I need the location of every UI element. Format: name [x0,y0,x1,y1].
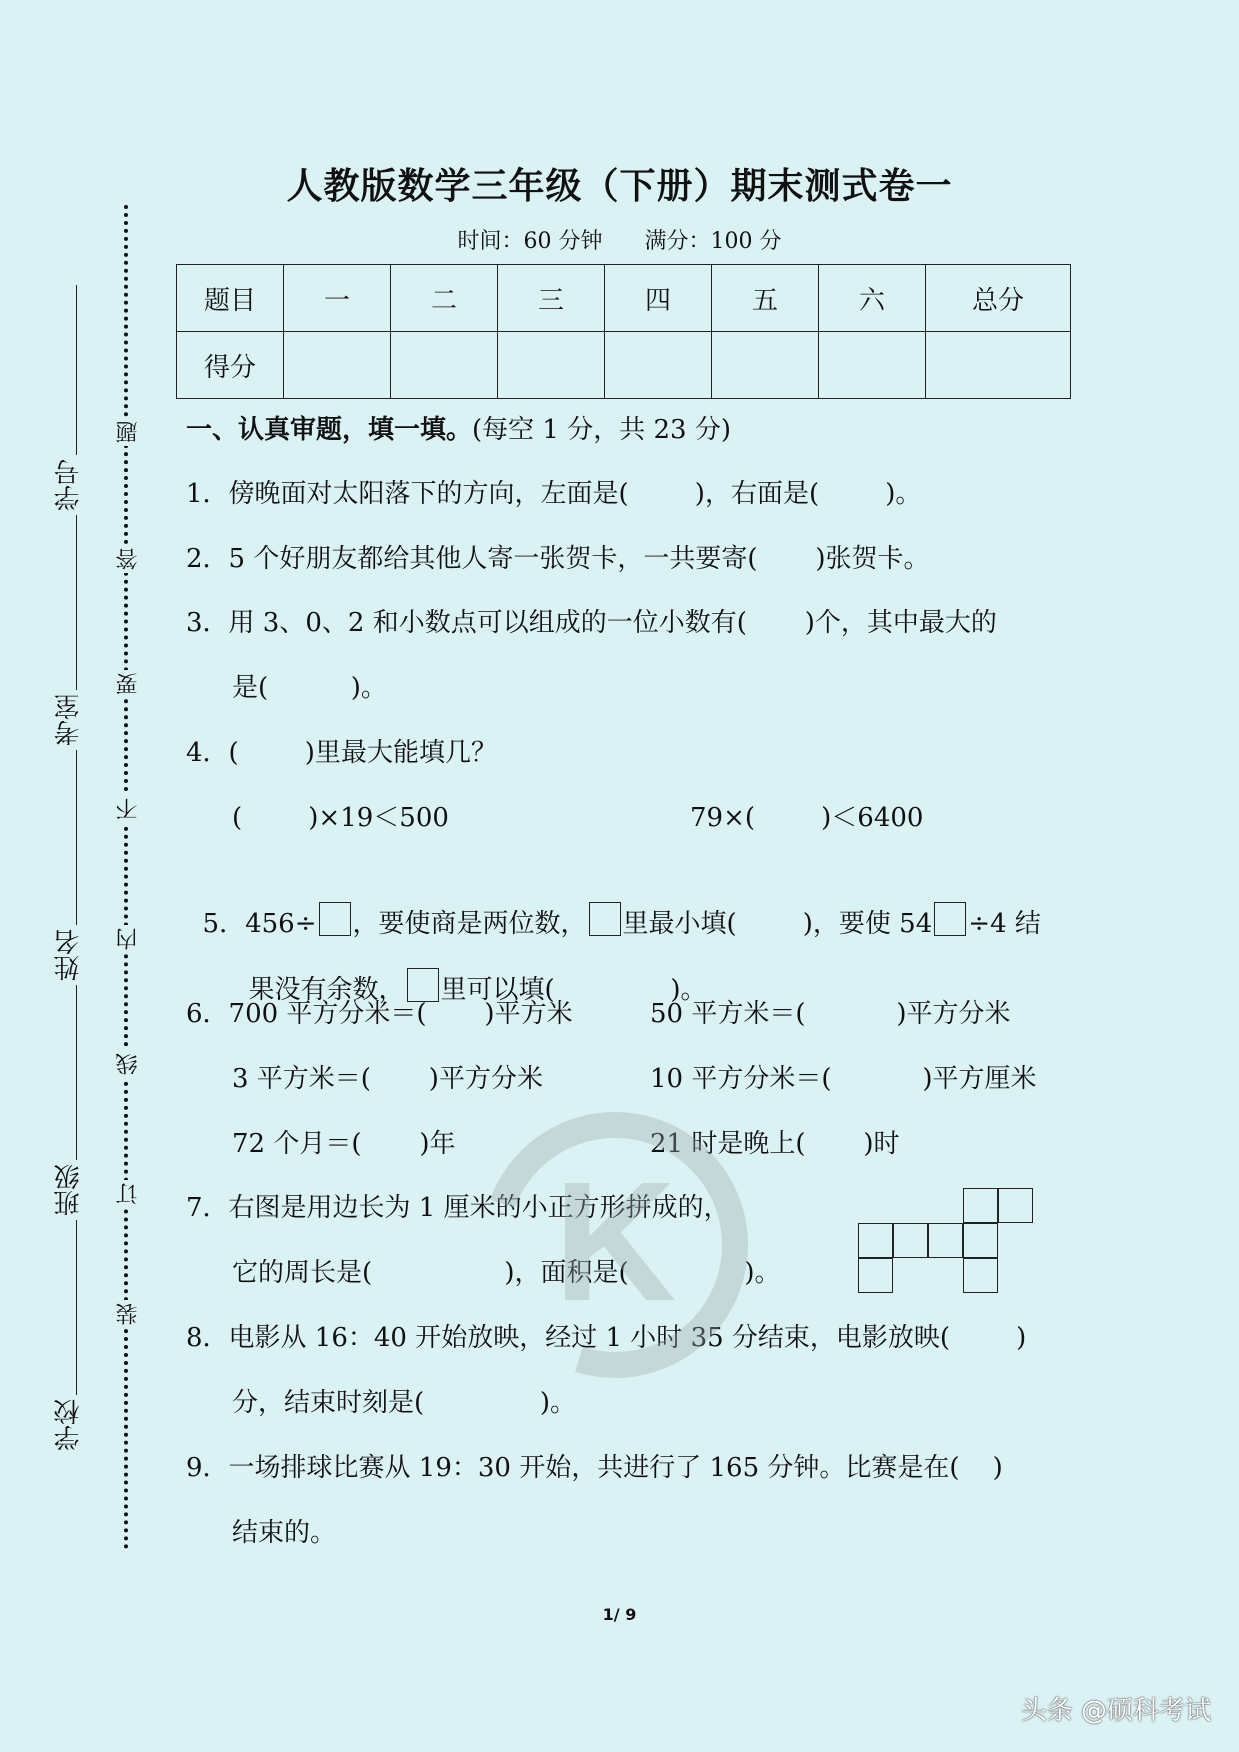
svg-text:K: K [553,1147,677,1337]
question-6-c-left: 72 个月＝( )年 [232,1129,456,1159]
question-6-b-right: 10 平方分米＝( )平方厘米 [650,1064,1037,1094]
table-cell: 五 [712,265,819,332]
section-points: (每空 1 分，共 23 分) [472,415,731,445]
blank-box[interactable] [407,968,439,1002]
table-cell: 题目 [177,265,284,332]
full-score: 满分：100 分 [644,229,782,254]
question-4: 4．( )里最大能填几？ [186,738,497,768]
question-7-cont: 它的周长是( )，面积是( )。 [232,1258,781,1288]
score-input-cell[interactable] [712,332,819,399]
question-6-c-right: 21 时是晚上( )时 [650,1129,900,1159]
dotted-char: 题 [113,418,144,446]
time-limit: 时间：60 分钟 [457,229,603,254]
score-table [176,264,1071,399]
table-row-scores [177,332,1071,399]
question-9-cont: 结束的。 [232,1518,337,1548]
question-4-right: 79×( )＜6400 [690,803,924,833]
question-4-left: ( )×19＜500 [232,803,449,833]
question-6-a-right: 50 平方米＝( )平方分米 [650,999,1011,1029]
section-title: 一、认真审题，填一填。 [186,415,473,445]
dotted-char: 内 [113,925,144,953]
score-input-cell[interactable] [819,332,926,399]
blank-box[interactable] [934,902,966,936]
field-class: 班级 [50,1160,87,1220]
field-student-id: 学号 [50,455,87,515]
dotted-char: 要 [113,670,144,698]
field-name: 姓名 [50,925,87,985]
question-3: 3．用 3、0、2 和小数点可以组成的一位小数有( )个，其中最大的 [186,608,997,638]
question-6-a-left: 6．700 平方分米＝( )平方米 [186,999,573,1029]
score-input-cell[interactable] [391,332,498,399]
exam-info [0,224,1239,255]
dotted-cut-line [124,205,128,1550]
question-1: 1．傍晚面对太阳落下的方向，左面是( )，右面是( )。 [186,479,922,509]
question-8-cont: 分，结束时刻是( )。 [232,1388,576,1418]
table-cell: 四 [605,265,712,332]
score-input-cell[interactable] [284,332,391,399]
table-cell: 三 [498,265,605,332]
dotted-char: 装 [113,1300,144,1328]
field-exam-room: 考室 [50,690,87,750]
question-5: 5．456÷ ，要使商是两位数， 里最小填( )，要使 54 ÷4 结 [186,870,1041,940]
blank-box[interactable] [589,902,621,936]
table-row-header [177,265,1071,332]
question-6-b-left: 3 平方米＝( )平方分米 [232,1064,543,1094]
table-cell: 一 [284,265,391,332]
question-2: 2．5 个好朋友都给其他人寄一张贺卡，一共要寄( )张贺卡。 [186,544,930,574]
table-cell: 总分 [926,265,1071,332]
dotted-char: 不 [113,795,144,823]
blank-box[interactable] [319,902,351,936]
question-3-cont: 是( )。 [232,673,387,703]
question-8: 8．电影从 16：40 开始放映，经过 1 小时 35 分结束，电影放映( ) [186,1323,1027,1353]
score-input-cell[interactable] [498,332,605,399]
table-cell: 六 [819,265,926,332]
question-7: 7．右图是用边长为 1 厘米的小正方形拼成的， [186,1193,730,1223]
section-heading [186,414,731,446]
dotted-char: 订 [113,1180,144,1208]
question-5-cont: 果没有余数， 里可以填( )。 [232,936,707,1006]
field-school: 学校 [50,1395,87,1455]
source-brand: 头条 @硕科考试 [1020,1696,1211,1726]
page-title: 人教版数学三年级（下册）期末测式卷一 [286,166,953,207]
score-input-cell[interactable] [605,332,712,399]
page-number: 1/ 9 [602,1605,637,1624]
table-cell: 二 [391,265,498,332]
dotted-char: 线 [113,1050,144,1078]
question-9: 9．一场排球比赛从 19：30 开始，共进行了 165 分钟。比赛是在( ) [186,1453,1003,1483]
table-cell: 得分 [177,332,284,399]
dotted-char: 答 [113,545,144,573]
score-input-cell[interactable] [926,332,1071,399]
